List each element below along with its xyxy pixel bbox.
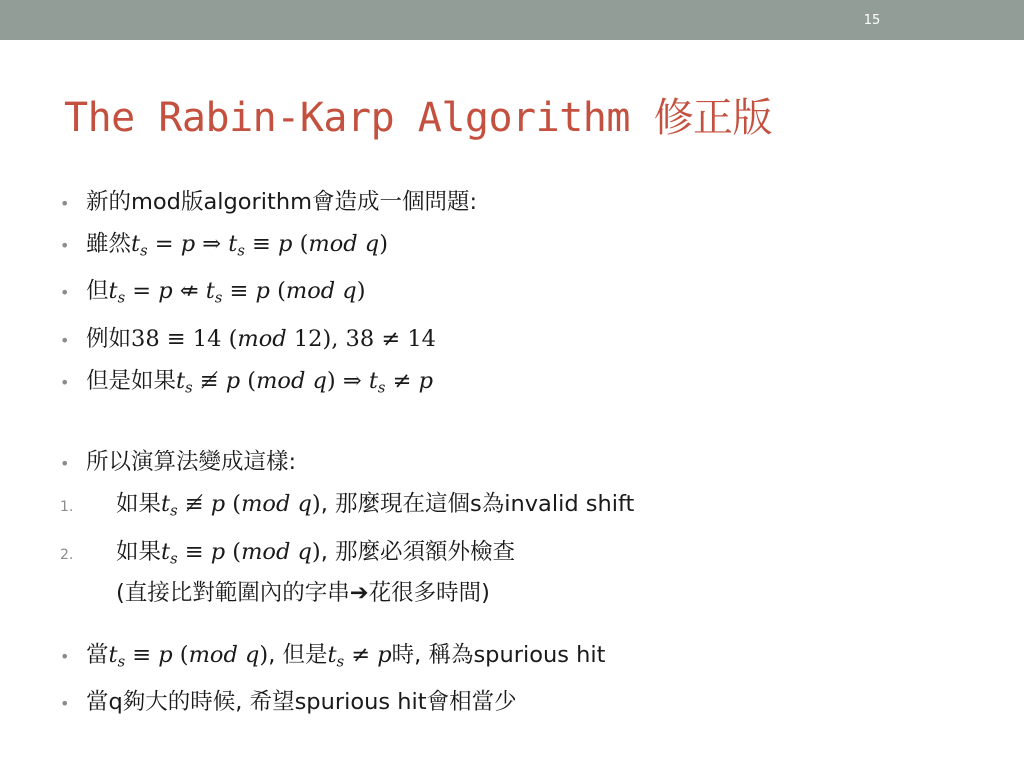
- step-prefix: 如果: [116, 538, 162, 565]
- spacer: [60, 607, 1000, 635]
- bullet-dot: •: [60, 236, 70, 255]
- bullet-text: 新的mod版algorithm會造成一個問題:: [86, 189, 478, 215]
- spacer: [60, 408, 1000, 442]
- bullet-text: 所以演算法變成這樣:: [86, 449, 297, 476]
- math-expression: 38 ≡ 14 (mod 12), 38 ≠ 14: [131, 325, 436, 352]
- bullet-dot: •: [60, 454, 70, 474]
- step-suffix: , 那麼必須額外檢查: [320, 538, 516, 565]
- bullet-item: [60, 361, 1000, 408]
- bullet-item: [60, 271, 1000, 318]
- numbered-item: [60, 532, 1000, 579]
- slide-title: [64, 86, 772, 143]
- bullet-dot: •: [60, 372, 70, 392]
- bullet-prefix: 當: [86, 641, 109, 668]
- numbered-item-continuation: [60, 579, 1000, 607]
- bullet-mid: , 但是: [268, 641, 328, 668]
- bullet-dot: •: [60, 194, 70, 213]
- math-expression: $t_s = p$ ⇍ $t_s \equiv p$ (mod q): [108, 278, 366, 307]
- math-expression: $t_s \equiv p$ (mod q): [108, 641, 269, 671]
- slide-title-cjk: 修正版: [653, 95, 773, 141]
- math-expression: $t_s \ne p$: [327, 641, 392, 671]
- bullet-item: [60, 319, 1000, 361]
- bullet-item: [60, 442, 1000, 484]
- bullet-item: [60, 635, 1000, 682]
- bullet-item: [60, 682, 1000, 724]
- bullet-dot: •: [60, 694, 70, 714]
- bullet-dot: •: [60, 646, 70, 666]
- bullet-dot: •: [60, 330, 70, 350]
- bullet-prefix: 雖然: [86, 231, 132, 257]
- math-expression: $t_s$ ≢ p (mod q) ⇒ $t_s \ne p$: [176, 367, 433, 397]
- bullet-dot: •: [60, 283, 70, 303]
- bullet-text: 當q夠大的時候, 希望spurious hit會相當少: [86, 689, 517, 716]
- bullet-prefix: 例如: [86, 325, 132, 352]
- bullet-item: [60, 182, 1000, 224]
- slide-number: 15: [863, 13, 881, 28]
- step-suffix: , 那麼現在這個s為invalid shift: [320, 491, 635, 518]
- math-expression: $t_s$ ≢ p (mod q): [161, 491, 321, 520]
- top-bar: [0, 0, 1024, 40]
- bullet-prefix: 但是如果: [86, 367, 177, 394]
- step-number: 2.: [60, 546, 74, 563]
- step-line2: (直接比對範圍內的字串➔花很多時間): [116, 579, 490, 606]
- bullet-prefix: 但: [86, 278, 109, 305]
- math-expression: $t_s = p$ ⇒ $t_s \equiv p$ (mod q): [131, 231, 388, 260]
- slide-body: [60, 182, 1000, 724]
- step-number: 1.: [60, 499, 74, 516]
- slide-title-text: The Rabin-Karp Algorithm: [64, 95, 630, 141]
- bullet-item: [60, 224, 1000, 271]
- math-expression: $t_s \equiv p$ (mod q): [161, 538, 321, 567]
- step-prefix: 如果: [116, 491, 162, 518]
- numbered-item: [60, 484, 1000, 531]
- bullet-suffix: 時, 稱為spurious hit: [391, 641, 606, 668]
